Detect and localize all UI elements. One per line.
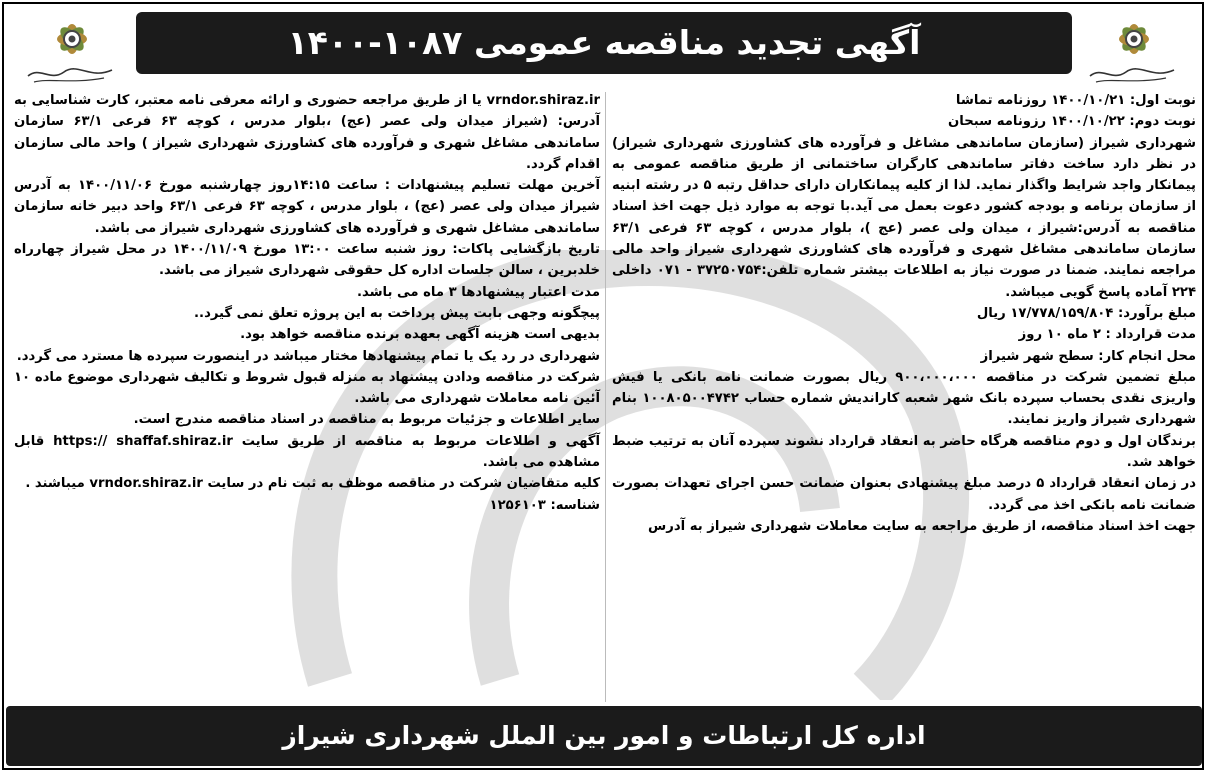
paragraph-vendor-site: vrndor.shiraz.ir یا از طریق مراجعه حضوری و ارائه معرفی نامه معتبر، کارت شناسایی به آدرس: (شیراز میدان ولی عصر (عج) ،بلوار مدرس ، کوچه ۶۳ فرعی ۶۳/۱ سازمان ساماندهی مشاغل شهری و فرآورده های کشاورزی شهرداری شیراز ) واحد مالی سازمان اقدام گردد.: [14, 93, 600, 172]
paragraph-ad-cost: بدیهی است هزینه آگهی بعهده برنده مناقصه خواهد بود.: [240, 327, 600, 343]
paragraph-acceptance: شرکت در مناقصه ودادن پیشنهاد به منزله قبول شروط و تکالیف شهرداری موضوع ماده ۱۰ آئین نامه معاملات شهرداری می باشد.: [14, 369, 600, 407]
paragraph-prepayment: پیچگونه وجهی بابت پیش پرداخت به این پروژه تعلق نمی گیرد..: [194, 305, 600, 321]
paragraph-first-publication: نوبت اول: ۱۴۰۰/۱۰/۲۱ روزنامه تماشا: [955, 93, 1196, 108]
paragraph-opening: تاریخ بازگشایی پاکات: روز شنبه ساعت ۱۳:۰۰ مورخ ۱۴۰۰/۱۱/۰۹ در محل شیراز چهارراه خلدبرین ، سالن جلسات اداره کل حقوقی شهرداری شیراز می باشد.: [14, 242, 600, 279]
paragraph-winners: برندگان اول و دوم مناقصه هرگاه حاضر به انعقاد قرارداد نشوند سپرده آنان به ترتیب ضبط خواهد شد.: [612, 433, 1196, 471]
paragraph-contract-duration: مدت قرارداد : ۲ ماه ۱۰ روز: [1018, 327, 1196, 343]
header: [8, 6, 1200, 86]
right-column: [612, 90, 1196, 537]
paragraph-documents: جهت اخذ اسناد مناقصه، از طریق مراجعه به سایت معاملات شهرداری شیراز به آدرس: [648, 518, 1196, 534]
flower-logo-icon: [1106, 14, 1162, 64]
paragraph-invitation: شهرداری شیراز (سازمان ساماندهی مشاغل و فرآورده های کشاورزی شهرداری شیراز) در نظر دارد ساخت دفاتر ساماندهی کارگران ساختمانی از طریق مناقصه عمومی به پیمانکار واجد شرایط واگذار نماید. لذا از کلیه پیمانکاران دارای حداقل رتبه ۵ در رشته ابنیه از سازمان برنامه و بودجه کشور دعوت بعمل می آید.با توجه به موارد ذیل جهت اخذ اسناد مناقصه به آدرس:شیراز ، میدان ولی عصر (عج )، بلوار مدرس ، کوچه ۶۳ فرعی ۶۳/۱ سازمان ساماندهی مشاغل شهری و فرآورده های کشاورزی شهرداری شیراز واحد مالی مراجعه نمایند. ضمنا در صورت نیاز به اطلاعات بیشتر شماره تلفن:۳۷۲۵۰۷۵۴ - ۰۷۱ داخلی ۲۲۴ آماده پاسخ گویی میباشد.: [612, 135, 1197, 300]
ad-title: آگهی تجدید مناقصه عمومی ۱۰۸۷-۱۴۰۰: [136, 12, 1072, 74]
paragraph-second-publication: نوبت دوم: ۱۴۰۰/۱۰/۲۲ رزونامه سبحان: [948, 114, 1196, 130]
paragraph-performance-bond: در زمان انعقاد قرارداد ۵ درصد مبلغ پیشنهادی بعنوان ضمانت حسن اجرای تعهدات بصورت ضمانت نامه بانکی اخذ می گردد.: [612, 476, 1197, 513]
paragraph-estimated-amount: مبلغ برآورد: ۱۷/۷۷۸/۱۵۹/۸۰۴ ریال: [976, 305, 1196, 321]
logo-right: [1080, 14, 1190, 86]
left-column: [14, 90, 600, 516]
paragraph-deadline: آخرین مهلت تسلیم پیشنهادات : ساعت ۱۴:۱۵روز چهارشنبه مورخ ۱۴۰۰/۱۱/۰۶ به آدرس شیراز میدان ولی عصر (عج) ، بلوار مدرس ، کوچه ۶۳ فرعی ۶۳/۱ واحد دبیر خانه سازمان ساماندهی مشاغل شهری و فرآورده های کشاورزی شهرداری شیراز می باشد.: [14, 178, 601, 236]
flower-logo-icon: [44, 14, 100, 64]
logo-calligraphy-icon: [20, 60, 120, 86]
footer-banner: اداره کل ارتباطات و امور بین الملل شهرداری شیراز: [6, 706, 1202, 766]
paragraph-shaffaf-site: آگهی و اطلاعات مربوط به مناقصه از طریق سایت https:// shaffaf.shiraz.ir قابل مشاهده می باشد.: [14, 433, 600, 471]
paragraph-id: شناسه: ۱۲۵۶۱۰۳: [489, 497, 600, 513]
paragraph-validity: مدت اعتبار پیشنهادها ۳ ماه می باشد.: [356, 284, 600, 300]
logo-calligraphy-icon: [1082, 60, 1182, 86]
column-divider: [605, 92, 606, 702]
paragraph-details: سایر اطلاعات و جزئیات مربوط به مناقصه در اسناد مناقصه مندرج است.: [133, 412, 600, 428]
paragraph-guarantee: مبلغ تضمین شرکت در مناقصه ۹۰۰،۰۰۰،۰۰۰ ریال بصورت ضمانت نامه بانکی یا فیش واریزی نقدی بحساب سپرده بانک شهر شعبه کاراندیش شماره حساب ۱۰۰۸۰۵۰۰۴۷۴۲ بنام شهرداری شیراز واریز نمایند.: [612, 369, 1196, 428]
logo-left: [18, 14, 128, 86]
paragraph-registration: کلیه متقاضیان شرکت در مناقصه موظف به ثبت نام در سایت vrndor.shiraz.ir میباشند .: [25, 476, 600, 492]
paragraph-work-location: محل انجام کار: سطح شهر شیراز: [980, 348, 1196, 364]
paragraph-rejection: شهرداری در رد یک یا تمام پیشنهادها مختار میباشد در اینصورت سپرده ها مسترد می گردد.: [16, 348, 600, 364]
